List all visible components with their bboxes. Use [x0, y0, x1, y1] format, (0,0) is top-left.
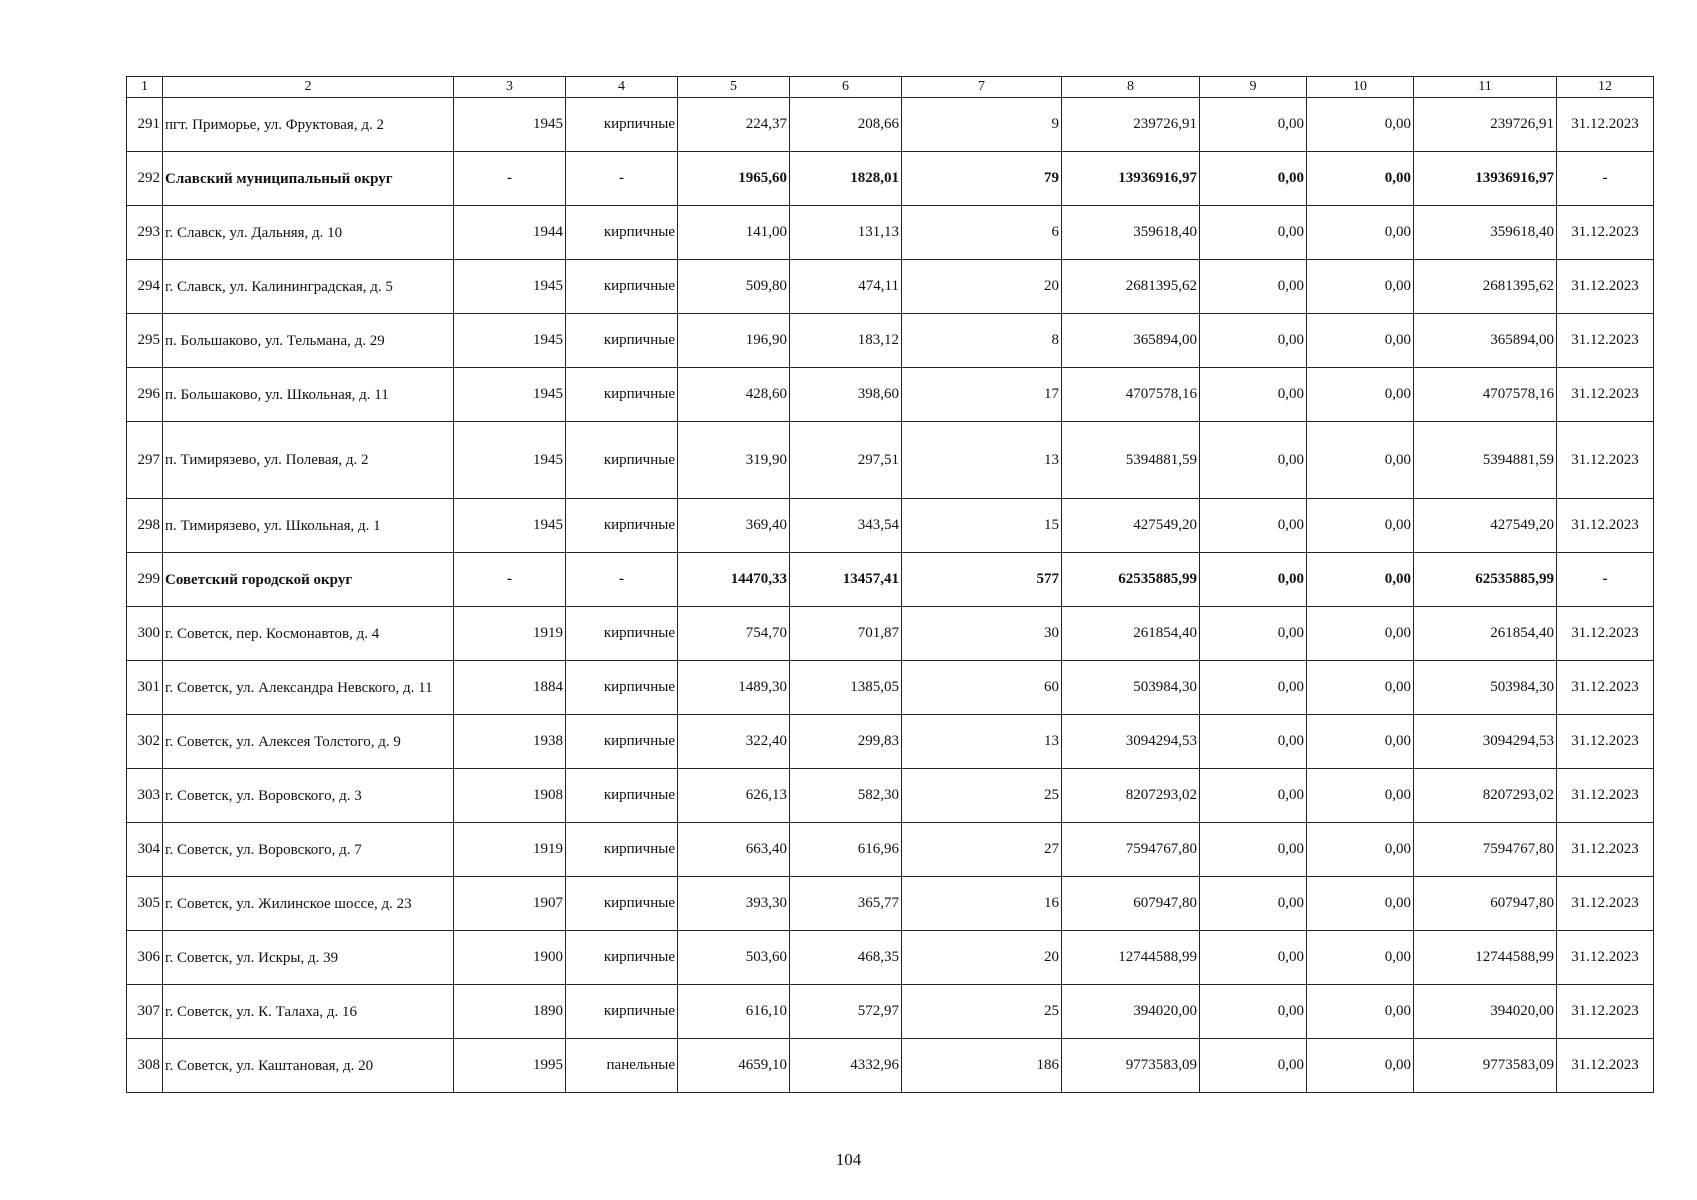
living-area-cell: 297,51	[790, 422, 902, 499]
cost-fund-cell: 0,00	[1200, 1039, 1307, 1093]
table-row	[127, 260, 1654, 314]
total-area-cell: 141,00	[678, 206, 790, 260]
cost-other-cell: 7594767,80	[1414, 823, 1557, 877]
completion-date-cell: 31.12.2023	[1557, 661, 1654, 715]
total-area-cell: 196,90	[678, 314, 790, 368]
wall-material-cell: кирпичные	[566, 769, 678, 823]
living-area-cell: 701,87	[790, 607, 902, 661]
row-index-cell: 298	[127, 499, 163, 553]
cost-budget-cell: 0,00	[1307, 823, 1414, 877]
living-area-cell: 343,54	[790, 499, 902, 553]
row-index-cell: 293	[127, 206, 163, 260]
total-area-cell: 322,40	[678, 715, 790, 769]
cost-other-cell: 365894,00	[1414, 314, 1557, 368]
table-row	[127, 823, 1654, 877]
cost-other-cell: 5394881,59	[1414, 422, 1557, 499]
table-row	[127, 499, 1654, 553]
cost-total-cell: 607947,80	[1062, 877, 1200, 931]
cost-total-cell: 503984,30	[1062, 661, 1200, 715]
row-index-cell: 306	[127, 931, 163, 985]
row-index-cell: 303	[127, 769, 163, 823]
wall-material-cell: кирпичные	[566, 877, 678, 931]
total-area-cell: 1965,60	[678, 152, 790, 206]
cost-other-cell: 9773583,09	[1414, 1039, 1557, 1093]
cost-fund-cell: 0,00	[1200, 553, 1307, 607]
total-area-cell: 14470,33	[678, 553, 790, 607]
table-row	[127, 877, 1654, 931]
row-index-cell: 299	[127, 553, 163, 607]
wall-material-cell: кирпичные	[566, 98, 678, 152]
year-built-cell: 1907	[454, 877, 566, 931]
total-area-cell: 754,70	[678, 607, 790, 661]
row-index-cell: 296	[127, 368, 163, 422]
wall-material-cell: кирпичные	[566, 607, 678, 661]
completion-date-cell: 31.12.2023	[1557, 607, 1654, 661]
total-row	[127, 152, 1654, 206]
row-index-cell: 292	[127, 152, 163, 206]
address-cell: г. Советск, ул. Александра Невского, д. 11	[163, 661, 454, 715]
column-header-6: 6	[790, 77, 902, 98]
total-area-cell: 663,40	[678, 823, 790, 877]
address-cell: г. Советск, ул. Искры, д. 39	[163, 931, 454, 985]
column-header-4: 4	[566, 77, 678, 98]
year-built-cell: 1945	[454, 98, 566, 152]
total-area-cell: 369,40	[678, 499, 790, 553]
cost-total-cell: 7594767,80	[1062, 823, 1200, 877]
housing-register-table	[126, 76, 1654, 1093]
cost-budget-cell: 0,00	[1307, 1039, 1414, 1093]
year-built-cell: 1919	[454, 823, 566, 877]
cost-other-cell: 239726,91	[1414, 98, 1557, 152]
cost-other-cell: 62535885,99	[1414, 553, 1557, 607]
row-index-cell: 304	[127, 823, 163, 877]
year-built-cell: -	[454, 553, 566, 607]
address-cell: г. Славск, ул. Калининградская, д. 5	[163, 260, 454, 314]
cost-total-cell: 12744588,99	[1062, 931, 1200, 985]
cost-other-cell: 503984,30	[1414, 661, 1557, 715]
total-area-cell: 393,30	[678, 877, 790, 931]
living-area-cell: 468,35	[790, 931, 902, 985]
table-row	[127, 422, 1654, 499]
cost-fund-cell: 0,00	[1200, 877, 1307, 931]
total-area-cell: 4659,10	[678, 1039, 790, 1093]
wall-material-cell: панельные	[566, 1039, 678, 1093]
cost-fund-cell: 0,00	[1200, 98, 1307, 152]
completion-date-cell: 31.12.2023	[1557, 260, 1654, 314]
address-cell: г. Советск, ул. Каштановая, д. 20	[163, 1039, 454, 1093]
residents-cell: 6	[902, 206, 1062, 260]
living-area-cell: 208,66	[790, 98, 902, 152]
row-index-cell: 307	[127, 985, 163, 1039]
cost-budget-cell: 0,00	[1307, 422, 1414, 499]
completion-date-cell: 31.12.2023	[1557, 1039, 1654, 1093]
living-area-cell: 572,97	[790, 985, 902, 1039]
cost-budget-cell: 0,00	[1307, 877, 1414, 931]
cost-budget-cell: 0,00	[1307, 661, 1414, 715]
residents-cell: 13	[902, 715, 1062, 769]
living-area-cell: 183,12	[790, 314, 902, 368]
cost-total-cell: 427549,20	[1062, 499, 1200, 553]
address-cell: г. Советск, ул. К. Талаха, д. 16	[163, 985, 454, 1039]
completion-date-cell: 31.12.2023	[1557, 823, 1654, 877]
address-cell: г. Советск, ул. Жилинское шоссе, д. 23	[163, 877, 454, 931]
living-area-cell: 299,83	[790, 715, 902, 769]
cost-total-cell: 4707578,16	[1062, 368, 1200, 422]
wall-material-cell: кирпичные	[566, 823, 678, 877]
address-cell: п. Большаково, ул. Тельмана, д. 29	[163, 314, 454, 368]
row-index-cell: 300	[127, 607, 163, 661]
address-cell: пгт. Приморье, ул. Фруктовая, д. 2	[163, 98, 454, 152]
living-area-cell: 398,60	[790, 368, 902, 422]
living-area-cell: 13457,41	[790, 553, 902, 607]
completion-date-cell: -	[1557, 152, 1654, 206]
wall-material-cell: -	[566, 553, 678, 607]
total-row	[127, 553, 1654, 607]
row-index-cell: 305	[127, 877, 163, 931]
residents-cell: 25	[902, 985, 1062, 1039]
completion-date-cell: -	[1557, 553, 1654, 607]
completion-date-cell: 31.12.2023	[1557, 314, 1654, 368]
living-area-cell: 582,30	[790, 769, 902, 823]
total-area-cell: 509,80	[678, 260, 790, 314]
residents-cell: 27	[902, 823, 1062, 877]
total-area-cell: 626,13	[678, 769, 790, 823]
residents-cell: 8	[902, 314, 1062, 368]
cost-total-cell: 62535885,99	[1062, 553, 1200, 607]
table-row	[127, 314, 1654, 368]
address-cell: г. Советск, ул. Воровского, д. 7	[163, 823, 454, 877]
cost-budget-cell: 0,00	[1307, 368, 1414, 422]
cost-other-cell: 359618,40	[1414, 206, 1557, 260]
cost-budget-cell: 0,00	[1307, 715, 1414, 769]
year-built-cell: 1890	[454, 985, 566, 1039]
cost-fund-cell: 0,00	[1200, 931, 1307, 985]
completion-date-cell: 31.12.2023	[1557, 985, 1654, 1039]
living-area-cell: 131,13	[790, 206, 902, 260]
cost-fund-cell: 0,00	[1200, 260, 1307, 314]
year-built-cell: 1945	[454, 314, 566, 368]
wall-material-cell: кирпичные	[566, 715, 678, 769]
cost-fund-cell: 0,00	[1200, 607, 1307, 661]
cost-other-cell: 261854,40	[1414, 607, 1557, 661]
address-cell: г. Советск, пер. Космонавтов, д. 4	[163, 607, 454, 661]
cost-budget-cell: 0,00	[1307, 499, 1414, 553]
wall-material-cell: кирпичные	[566, 499, 678, 553]
completion-date-cell: 31.12.2023	[1557, 877, 1654, 931]
living-area-cell: 1385,05	[790, 661, 902, 715]
year-built-cell: 1945	[454, 499, 566, 553]
column-header-3: 3	[454, 77, 566, 98]
address-cell: г. Советск, ул. Алексея Толстого, д. 9	[163, 715, 454, 769]
total-area-cell: 428,60	[678, 368, 790, 422]
table-row	[127, 607, 1654, 661]
total-area-cell: 319,90	[678, 422, 790, 499]
cost-other-cell: 12744588,99	[1414, 931, 1557, 985]
residents-cell: 20	[902, 931, 1062, 985]
table-row	[127, 931, 1654, 985]
cost-total-cell: 13936916,97	[1062, 152, 1200, 206]
cost-budget-cell: 0,00	[1307, 931, 1414, 985]
table-row	[127, 368, 1654, 422]
column-header-1: 1	[127, 77, 163, 98]
cost-total-cell: 239726,91	[1062, 98, 1200, 152]
cost-fund-cell: 0,00	[1200, 769, 1307, 823]
cost-other-cell: 8207293,02	[1414, 769, 1557, 823]
cost-other-cell: 4707578,16	[1414, 368, 1557, 422]
year-built-cell: 1919	[454, 607, 566, 661]
address-cell: п. Большаково, ул. Школьная, д. 11	[163, 368, 454, 422]
address-cell: п. Тимирязево, ул. Полевая, д. 2	[163, 422, 454, 499]
cost-total-cell: 9773583,09	[1062, 1039, 1200, 1093]
column-header-2: 2	[163, 77, 454, 98]
row-index-cell: 291	[127, 98, 163, 152]
wall-material-cell: кирпичные	[566, 661, 678, 715]
residents-cell: 13	[902, 422, 1062, 499]
row-index-cell: 301	[127, 661, 163, 715]
total-area-cell: 616,10	[678, 985, 790, 1039]
table-row	[127, 98, 1654, 152]
column-header-12: 12	[1557, 77, 1654, 98]
residents-cell: 17	[902, 368, 1062, 422]
column-header-5: 5	[678, 77, 790, 98]
total-area-cell: 1489,30	[678, 661, 790, 715]
cost-other-cell: 394020,00	[1414, 985, 1557, 1039]
wall-material-cell: кирпичные	[566, 368, 678, 422]
wall-material-cell: кирпичные	[566, 985, 678, 1039]
cost-budget-cell: 0,00	[1307, 314, 1414, 368]
cost-budget-cell: 0,00	[1307, 152, 1414, 206]
residents-cell: 9	[902, 98, 1062, 152]
residents-cell: 79	[902, 152, 1062, 206]
address-cell: Советский городской округ	[163, 553, 454, 607]
completion-date-cell: 31.12.2023	[1557, 499, 1654, 553]
cost-budget-cell: 0,00	[1307, 98, 1414, 152]
cost-fund-cell: 0,00	[1200, 499, 1307, 553]
page-number: 104	[835, 1150, 862, 1169]
wall-material-cell: кирпичные	[566, 260, 678, 314]
cost-fund-cell: 0,00	[1200, 985, 1307, 1039]
header-row	[127, 77, 1654, 98]
address-cell: Славский муниципальный округ	[163, 152, 454, 206]
year-built-cell: 1945	[454, 260, 566, 314]
table-row	[127, 661, 1654, 715]
cost-budget-cell: 0,00	[1307, 206, 1414, 260]
wall-material-cell: кирпичные	[566, 314, 678, 368]
cost-fund-cell: 0,00	[1200, 823, 1307, 877]
completion-date-cell: 31.12.2023	[1557, 715, 1654, 769]
completion-date-cell: 31.12.2023	[1557, 769, 1654, 823]
cost-other-cell: 13936916,97	[1414, 152, 1557, 206]
address-cell: г. Славск, ул. Дальняя, д. 10	[163, 206, 454, 260]
cost-total-cell: 3094294,53	[1062, 715, 1200, 769]
completion-date-cell: 31.12.2023	[1557, 931, 1654, 985]
table-row	[127, 769, 1654, 823]
wall-material-cell: кирпичные	[566, 422, 678, 499]
column-header-11: 11	[1414, 77, 1557, 98]
column-header-8: 8	[1062, 77, 1200, 98]
cost-total-cell: 261854,40	[1062, 607, 1200, 661]
cost-fund-cell: 0,00	[1200, 368, 1307, 422]
total-area-cell: 224,37	[678, 98, 790, 152]
row-index-cell: 295	[127, 314, 163, 368]
living-area-cell: 616,96	[790, 823, 902, 877]
year-built-cell: 1884	[454, 661, 566, 715]
cost-total-cell: 5394881,59	[1062, 422, 1200, 499]
total-area-cell: 503,60	[678, 931, 790, 985]
year-built-cell: 1945	[454, 422, 566, 499]
cost-other-cell: 2681395,62	[1414, 260, 1557, 314]
row-index-cell: 297	[127, 422, 163, 499]
completion-date-cell: 31.12.2023	[1557, 368, 1654, 422]
cost-other-cell: 427549,20	[1414, 499, 1557, 553]
year-built-cell: 1944	[454, 206, 566, 260]
year-built-cell: 1900	[454, 931, 566, 985]
cost-budget-cell: 0,00	[1307, 260, 1414, 314]
completion-date-cell: 31.12.2023	[1557, 98, 1654, 152]
cost-total-cell: 359618,40	[1062, 206, 1200, 260]
residents-cell: 15	[902, 499, 1062, 553]
cost-budget-cell: 0,00	[1307, 553, 1414, 607]
cost-total-cell: 2681395,62	[1062, 260, 1200, 314]
completion-date-cell: 31.12.2023	[1557, 422, 1654, 499]
year-built-cell: 1945	[454, 368, 566, 422]
residents-cell: 25	[902, 769, 1062, 823]
residents-cell: 30	[902, 607, 1062, 661]
row-index-cell: 294	[127, 260, 163, 314]
cost-budget-cell: 0,00	[1307, 985, 1414, 1039]
cost-fund-cell: 0,00	[1200, 314, 1307, 368]
table-row	[127, 1039, 1654, 1093]
residents-cell: 60	[902, 661, 1062, 715]
table-row	[127, 206, 1654, 260]
living-area-cell: 474,11	[790, 260, 902, 314]
column-number-header	[127, 77, 1654, 98]
wall-material-cell: -	[566, 152, 678, 206]
cost-fund-cell: 0,00	[1200, 715, 1307, 769]
address-cell: п. Тимирязево, ул. Школьная, д. 1	[163, 499, 454, 553]
table-body	[127, 98, 1654, 1093]
living-area-cell: 4332,96	[790, 1039, 902, 1093]
cost-other-cell: 3094294,53	[1414, 715, 1557, 769]
cost-total-cell: 394020,00	[1062, 985, 1200, 1039]
column-header-10: 10	[1307, 77, 1414, 98]
cost-total-cell: 365894,00	[1062, 314, 1200, 368]
column-header-9: 9	[1200, 77, 1307, 98]
table-row	[127, 715, 1654, 769]
address-cell: г. Советск, ул. Воровского, д. 3	[163, 769, 454, 823]
row-index-cell: 302	[127, 715, 163, 769]
year-built-cell: 1995	[454, 1039, 566, 1093]
completion-date-cell: 31.12.2023	[1557, 206, 1654, 260]
wall-material-cell: кирпичные	[566, 206, 678, 260]
cost-fund-cell: 0,00	[1200, 661, 1307, 715]
cost-total-cell: 8207293,02	[1062, 769, 1200, 823]
residents-cell: 16	[902, 877, 1062, 931]
cost-other-cell: 607947,80	[1414, 877, 1557, 931]
column-header-7: 7	[902, 77, 1062, 98]
living-area-cell: 365,77	[790, 877, 902, 931]
cost-budget-cell: 0,00	[1307, 769, 1414, 823]
year-built-cell: -	[454, 152, 566, 206]
cost-fund-cell: 0,00	[1200, 422, 1307, 499]
year-built-cell: 1908	[454, 769, 566, 823]
row-index-cell: 308	[127, 1039, 163, 1093]
table-row	[127, 985, 1654, 1039]
cost-fund-cell: 0,00	[1200, 206, 1307, 260]
wall-material-cell: кирпичные	[566, 931, 678, 985]
cost-budget-cell: 0,00	[1307, 607, 1414, 661]
year-built-cell: 1938	[454, 715, 566, 769]
residents-cell: 577	[902, 553, 1062, 607]
living-area-cell: 1828,01	[790, 152, 902, 206]
residents-cell: 20	[902, 260, 1062, 314]
cost-fund-cell: 0,00	[1200, 152, 1307, 206]
residents-cell: 186	[902, 1039, 1062, 1093]
